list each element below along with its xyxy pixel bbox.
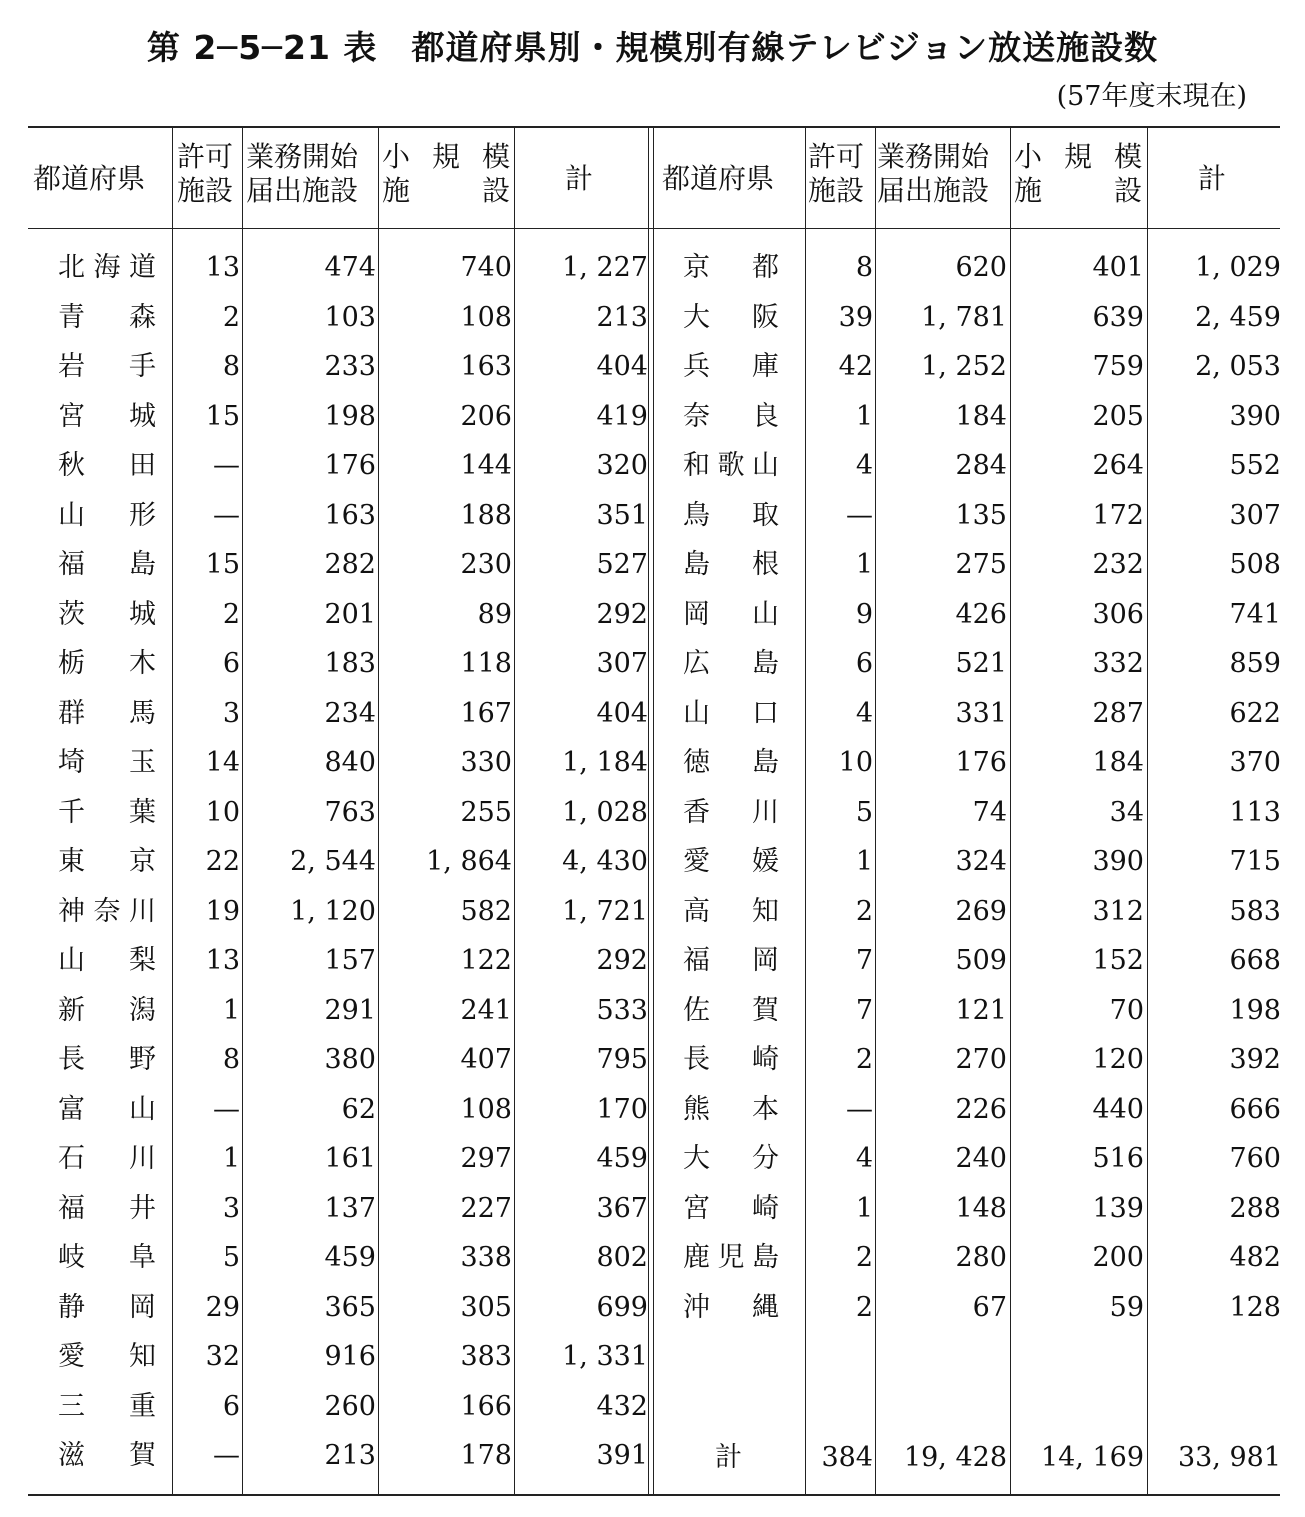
business-value: 2, 544: [290, 846, 376, 877]
table-row: [0, 788, 1305, 838]
small-value: 34: [1109, 796, 1144, 828]
small-value: 200: [1092, 1242, 1144, 1273]
small-value: 122: [460, 945, 512, 976]
permit-value: 6: [222, 1390, 240, 1422]
total-value: 508: [1229, 549, 1281, 580]
business-value: 284: [955, 450, 1007, 481]
permit-value: 22: [205, 846, 240, 877]
table-row: [0, 293, 1305, 343]
business-value: 161: [324, 1143, 376, 1174]
permit-value: —: [213, 1440, 240, 1471]
business-value: 201: [324, 598, 376, 630]
business-value: 459: [324, 1242, 376, 1273]
business-value: 840: [324, 747, 376, 778]
business-value: 226: [955, 1093, 1007, 1125]
total-value: 699: [596, 1291, 648, 1323]
permit-value: 2: [855, 1242, 873, 1273]
header-prefecture: 都道府県: [33, 162, 146, 195]
permit-value: 3: [222, 697, 240, 729]
small-value: 740: [460, 252, 512, 283]
prefecture-name: 富山: [58, 1093, 156, 1125]
business-value: 1, 120: [290, 895, 376, 927]
permit-value: 15: [205, 549, 240, 580]
permit-value: 7: [855, 994, 873, 1026]
small-value: 312: [1092, 895, 1144, 927]
table-row: [0, 441, 1305, 491]
small-value: 255: [460, 796, 512, 828]
total-value: 392: [1229, 1044, 1281, 1075]
permit-value: 5: [855, 796, 873, 828]
total-value: 741: [1229, 598, 1281, 630]
small-value: 332: [1092, 648, 1144, 679]
small-value: 306: [1092, 598, 1144, 630]
total-value: 1, 028: [562, 796, 648, 828]
business-value: 121: [955, 994, 1007, 1026]
prefecture-name: 佐賀: [683, 994, 779, 1026]
small-value: 407: [460, 1044, 512, 1075]
total-value: 666: [1229, 1093, 1281, 1125]
prefecture-name: 宮城: [58, 400, 156, 432]
table-row: [0, 1332, 1305, 1382]
prefecture-name: 広島: [683, 648, 779, 679]
total-value: 307: [1229, 499, 1281, 531]
business-value: 183: [324, 648, 376, 679]
small-value: 108: [460, 301, 512, 333]
total-value: 583: [1229, 895, 1281, 927]
business-value: 365: [324, 1291, 376, 1323]
prefecture-name: 青森: [58, 301, 156, 333]
total-value: 802: [596, 1242, 648, 1273]
small-value: 440: [1092, 1093, 1144, 1125]
permit-value: 14: [205, 747, 240, 778]
permit-value: 1: [222, 994, 240, 1026]
prefecture-name: 大分: [683, 1143, 779, 1174]
permit-value: 13: [205, 252, 240, 283]
total-value: 622: [1229, 697, 1281, 729]
permit-value: 10: [205, 796, 240, 828]
business-value: 270: [955, 1044, 1007, 1075]
prefecture-name: 徳島: [683, 747, 779, 778]
grand-total-label: 計: [715, 1442, 742, 1473]
small-value: 118: [460, 648, 512, 679]
permit-value: 1: [855, 549, 873, 580]
small-value: 184: [1092, 747, 1144, 778]
business-value: 331: [955, 697, 1007, 729]
small-value: 152: [1092, 945, 1144, 976]
business-value: 763: [324, 796, 376, 828]
prefecture-name: 島根: [683, 549, 779, 580]
header-business: 業務開始 届出施設: [877, 140, 990, 207]
header-total: 計: [565, 162, 594, 195]
permit-value: 13: [205, 945, 240, 976]
total-value: 1, 184: [562, 747, 648, 778]
permit-value: 29: [205, 1291, 240, 1323]
permit-value: 19: [205, 895, 240, 927]
bottom-rule: [28, 1494, 1280, 1496]
total-value: 2, 053: [1195, 351, 1281, 382]
business-value: 521: [955, 648, 1007, 679]
table-row: [0, 1184, 1305, 1234]
total-value: 367: [596, 1192, 648, 1224]
permit-value: 2: [855, 895, 873, 927]
total-value: 391: [596, 1440, 648, 1471]
prefecture-name: 愛知: [58, 1341, 156, 1372]
total-value: 128: [1229, 1291, 1281, 1323]
total-value: 4, 430: [562, 846, 648, 877]
total-value: 1, 331: [562, 1341, 648, 1372]
total-value: 482: [1229, 1242, 1281, 1273]
small-value: 287: [1092, 697, 1144, 729]
table-row: [0, 689, 1305, 739]
table-row: [0, 342, 1305, 392]
permit-value: —: [846, 1093, 873, 1125]
total-value: 859: [1229, 648, 1281, 679]
top-rule: [28, 126, 1280, 128]
business-value: 291: [324, 994, 376, 1026]
prefecture-name: 岡山: [683, 598, 779, 630]
business-value: 916: [324, 1341, 376, 1372]
small-value: 241: [460, 994, 512, 1026]
small-value: 178: [460, 1440, 512, 1471]
prefecture-name: 京都: [683, 252, 779, 283]
total-value: 288: [1229, 1192, 1281, 1224]
permit-value: 15: [205, 400, 240, 432]
permit-value: 1: [855, 1192, 873, 1224]
permit-value: 7: [855, 945, 873, 976]
permit-value: 4: [855, 1143, 873, 1174]
small-value: 401: [1092, 252, 1144, 283]
table-row: [0, 1233, 1305, 1283]
business-value: 74: [972, 796, 1007, 828]
permit-value: 32: [205, 1341, 240, 1372]
small-value: 205: [1092, 400, 1144, 432]
table-row: [0, 887, 1305, 937]
total-value: 170: [596, 1093, 648, 1125]
permit-value: 2: [222, 301, 240, 333]
total-value: 432: [596, 1390, 648, 1422]
prefecture-name: 岐阜: [58, 1242, 156, 1273]
prefecture-name: 和歌山: [683, 450, 779, 481]
permit-value: 6: [855, 648, 873, 679]
small-value: 188: [460, 499, 512, 531]
permit-value: 8: [222, 1044, 240, 1075]
business-value: 426: [955, 598, 1007, 630]
table-row: [0, 986, 1305, 1036]
small-value: 305: [460, 1291, 512, 1323]
prefecture-name: 埼玉: [58, 747, 156, 778]
small-value: 70: [1109, 994, 1144, 1026]
total-value: 2, 459: [1195, 301, 1281, 333]
table-row: [0, 243, 1305, 293]
table-row: [0, 738, 1305, 788]
business-value: 103: [324, 301, 376, 333]
table-row: [0, 491, 1305, 541]
business-value: 67: [972, 1291, 1007, 1323]
header-prefecture: 都道府県: [662, 162, 775, 195]
grand-total-small: 14, 169: [1040, 1442, 1144, 1473]
small-value: 166: [460, 1390, 512, 1422]
business-value: 157: [324, 945, 376, 976]
small-value: 338: [460, 1242, 512, 1273]
header-total: 計: [1198, 162, 1227, 195]
business-value: 275: [955, 549, 1007, 580]
small-value: 144: [460, 450, 512, 481]
prefecture-name: 三重: [58, 1390, 156, 1422]
permit-value: 10: [838, 747, 873, 778]
total-value: 1, 721: [562, 895, 648, 927]
prefecture-name: 愛媛: [683, 846, 779, 877]
business-value: 380: [324, 1044, 376, 1075]
prefecture-name: 香川: [683, 796, 779, 828]
business-value: 474: [324, 252, 376, 283]
permit-value: —: [213, 450, 240, 481]
small-value: 167: [460, 697, 512, 729]
table-row: [0, 1085, 1305, 1135]
total-value: 552: [1229, 450, 1281, 481]
total-value: 527: [596, 549, 648, 580]
prefecture-name: 滋賀: [58, 1440, 156, 1471]
permit-value: —: [213, 1093, 240, 1125]
small-value: 516: [1092, 1143, 1144, 1174]
business-value: 234: [324, 697, 376, 729]
prefecture-name: 兵庫: [683, 351, 779, 382]
prefecture-name: 鹿児島: [683, 1242, 779, 1273]
total-value: 198: [1229, 994, 1281, 1026]
total-value: 1, 029: [1195, 252, 1281, 283]
small-value: 297: [460, 1143, 512, 1174]
total-value: 795: [596, 1044, 648, 1075]
permit-value: 8: [855, 252, 873, 283]
small-value: 582: [460, 895, 512, 927]
permit-value: 2: [855, 1044, 873, 1075]
business-value: 198: [324, 400, 376, 432]
prefecture-name: 北海道: [58, 252, 156, 283]
small-value: 108: [460, 1093, 512, 1125]
prefecture-name: 新潟: [58, 994, 156, 1026]
table-row: [0, 1382, 1305, 1432]
prefecture-name: 秋田: [58, 450, 156, 481]
prefecture-name: 鳥取: [683, 499, 779, 531]
permit-value: 9: [855, 598, 873, 630]
small-value: 89: [477, 598, 512, 630]
table-row: [0, 1134, 1305, 1184]
table-row: [0, 1283, 1305, 1333]
permit-value: 8: [222, 351, 240, 382]
business-value: 324: [955, 846, 1007, 877]
table-row: [0, 540, 1305, 590]
prefecture-name: 長野: [58, 1044, 156, 1075]
small-value: 172: [1092, 499, 1144, 531]
permit-value: 5: [222, 1242, 240, 1273]
total-value: 404: [596, 351, 648, 382]
small-value: 230: [460, 549, 512, 580]
table-number: 第 2─5─21 表: [146, 28, 378, 67]
total-value: 307: [596, 648, 648, 679]
total-value: 533: [596, 994, 648, 1026]
prefecture-name: 福島: [58, 549, 156, 580]
permit-value: 4: [855, 697, 873, 729]
prefecture-name: 福岡: [683, 945, 779, 976]
small-value: 383: [460, 1341, 512, 1372]
total-value: 370: [1229, 747, 1281, 778]
prefecture-name: 大阪: [683, 301, 779, 333]
business-value: 148: [955, 1192, 1007, 1224]
total-value: 292: [596, 945, 648, 976]
business-value: 163: [324, 499, 376, 531]
prefecture-name: 福井: [58, 1192, 156, 1224]
permit-value: 2: [222, 598, 240, 630]
small-value: 232: [1092, 549, 1144, 580]
permit-value: 1: [855, 400, 873, 432]
table-row: [0, 936, 1305, 986]
prefecture-name: 静岡: [58, 1291, 156, 1323]
business-value: 282: [324, 549, 376, 580]
total-value: 351: [596, 499, 648, 531]
prefecture-name: 岩手: [58, 351, 156, 382]
small-value: 1, 864: [426, 846, 512, 877]
prefecture-name: 栃木: [58, 648, 156, 679]
small-value: 759: [1092, 351, 1144, 382]
permit-value: —: [213, 499, 240, 531]
permit-value: 1: [855, 846, 873, 877]
business-value: 135: [955, 499, 1007, 531]
prefecture-name: 山口: [683, 697, 779, 729]
total-value: 459: [596, 1143, 648, 1174]
business-value: 213: [324, 1440, 376, 1471]
small-value: 330: [460, 747, 512, 778]
prefecture-name: 東京: [58, 846, 156, 877]
small-value: 390: [1092, 846, 1144, 877]
prefecture-name: 山形: [58, 499, 156, 531]
table-row: [0, 590, 1305, 640]
total-value: 404: [596, 697, 648, 729]
total-value: 668: [1229, 945, 1281, 976]
business-value: 260: [324, 1390, 376, 1422]
grand-total-row: [0, 1433, 1305, 1483]
permit-value: 42: [838, 351, 873, 382]
business-value: 240: [955, 1143, 1007, 1174]
total-value: 113: [1229, 796, 1281, 828]
permit-value: 3: [222, 1192, 240, 1224]
small-value: 139: [1092, 1192, 1144, 1224]
grand-total-total: 33, 981: [1177, 1442, 1281, 1473]
grand-total-permit: 384: [821, 1442, 873, 1473]
prefecture-name: 高知: [683, 895, 779, 927]
small-value: 639: [1092, 301, 1144, 333]
grand-total-business: 19, 428: [903, 1442, 1007, 1473]
header-permit: 許可 施設: [177, 140, 234, 207]
small-value: 59: [1109, 1291, 1144, 1323]
small-value: 206: [460, 400, 512, 432]
total-value: 1, 227: [562, 252, 648, 283]
total-value: 292: [596, 598, 648, 630]
prefecture-name: 神奈川: [58, 895, 156, 927]
prefecture-name: 長崎: [683, 1044, 779, 1075]
permit-value: 2: [855, 1291, 873, 1323]
prefecture-name: 熊本: [683, 1093, 779, 1125]
total-value: 715: [1229, 846, 1281, 877]
total-value: 390: [1229, 400, 1281, 432]
business-value: 280: [955, 1242, 1007, 1273]
small-value: 120: [1092, 1044, 1144, 1075]
as-of-date: (57年度末現在): [1056, 81, 1247, 112]
small-value: 227: [460, 1192, 512, 1224]
permit-value: 6: [222, 648, 240, 679]
business-value: 62: [341, 1093, 376, 1125]
table-row: [0, 1035, 1305, 1085]
permit-value: 4: [855, 450, 873, 481]
prefecture-name: 茨城: [58, 598, 156, 630]
small-value: 264: [1092, 450, 1144, 481]
header-small: 小 規 模 施 設: [1014, 140, 1142, 207]
header-small: 小 規 模 施 設: [382, 140, 510, 207]
total-value: 419: [596, 400, 648, 432]
total-value: 320: [596, 450, 648, 481]
business-value: 137: [324, 1192, 376, 1224]
permit-value: 39: [838, 301, 873, 333]
prefecture-name: 千葉: [58, 796, 156, 828]
business-value: 184: [955, 400, 1007, 432]
prefecture-name: 山梨: [58, 945, 156, 976]
prefecture-name: 宮崎: [683, 1192, 779, 1224]
business-value: 269: [955, 895, 1007, 927]
total-value: 213: [596, 301, 648, 333]
header-rule: [28, 228, 1280, 229]
permit-value: 1: [222, 1143, 240, 1174]
business-value: 1, 252: [921, 351, 1007, 382]
total-value: 760: [1229, 1143, 1281, 1174]
header-permit: 許可 施設: [808, 140, 865, 207]
prefecture-name: 沖縄: [683, 1291, 779, 1323]
business-value: 233: [324, 351, 376, 382]
table-title-text: 都道府県別・規模別有線テレビジョン放送施設数: [411, 28, 1159, 67]
small-value: 163: [460, 351, 512, 382]
business-value: 176: [324, 450, 376, 481]
prefecture-name: 奈良: [683, 400, 779, 432]
header-business: 業務開始 届出施設: [246, 140, 359, 207]
business-value: 509: [955, 945, 1007, 976]
table-title: [0, 22, 1305, 69]
table-row: [0, 837, 1305, 887]
table-row: [0, 392, 1305, 442]
table-row: [0, 639, 1305, 689]
prefecture-name: 群馬: [58, 697, 156, 729]
permit-value: —: [846, 499, 873, 531]
business-value: 176: [955, 747, 1007, 778]
business-value: 620: [955, 252, 1007, 283]
business-value: 1, 781: [921, 301, 1007, 333]
prefecture-name: 石川: [58, 1143, 156, 1174]
